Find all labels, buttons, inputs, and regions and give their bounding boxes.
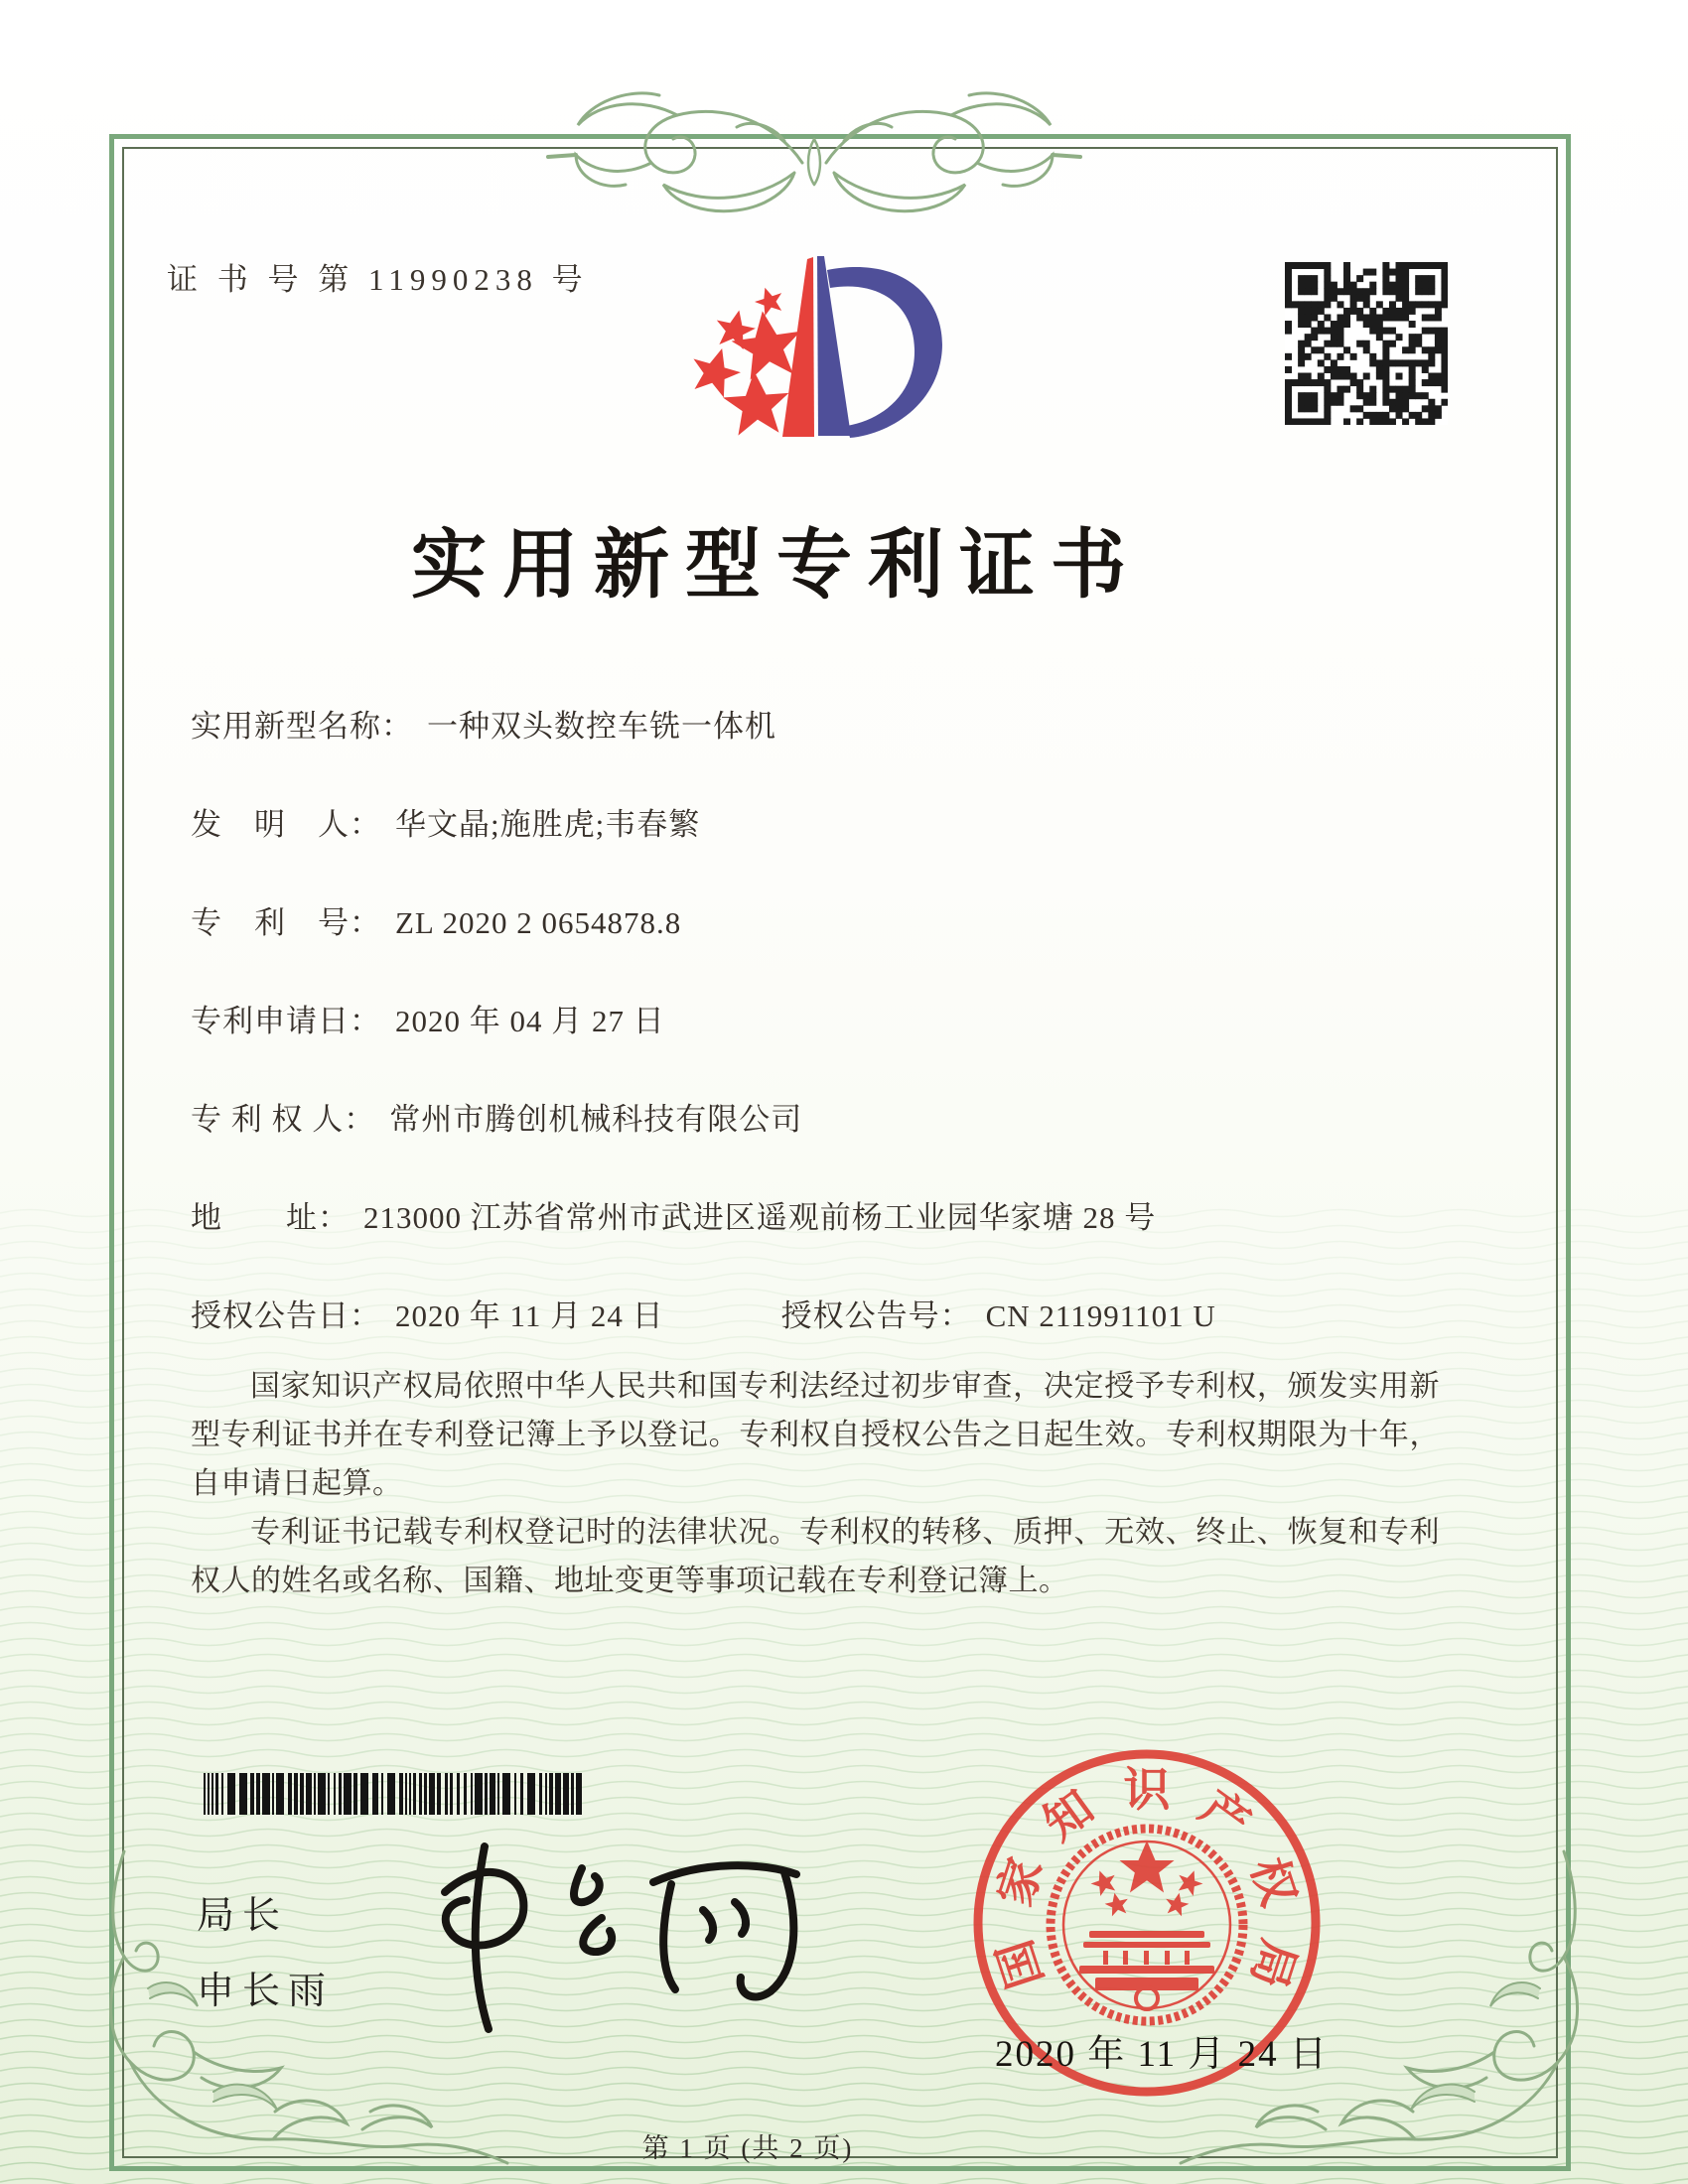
top-flourish-ornament (536, 81, 1092, 240)
field-label: 实用新型名称： (191, 709, 413, 744)
cnipa-logo (647, 230, 965, 480)
certificate-number: 证 书 号 第 11990238 号 (167, 262, 589, 297)
svg-text:家: 家 (989, 1851, 1054, 1913)
field-row-patentee (191, 1094, 1481, 1137)
certificate-title: 实用新型专利证书 (411, 524, 1142, 608)
field-value: ZL 2020 2 0654878.8 (395, 905, 682, 940)
field-row-inventors (191, 799, 1481, 842)
signer-title: 局长 (197, 1895, 289, 1937)
seal-emblem (1051, 1829, 1243, 2021)
seal-date: 2020 年 11 月 24 日 (995, 2034, 1329, 2075)
field-list (191, 701, 1481, 1389)
body-paragraph: 国家知识产权局依照中华人民共和国专利法经过初步审查，决定授予专利权，颁发实用新型专利证书并在专利登记簿上予以登记。专利权自授权公告之日起生效。专利权期限为十年，自申请日起算。 (191, 1370, 1440, 1500)
field-label: 专利申请日： (191, 1004, 381, 1038)
field-value: 2020 年 04 月 27 日 (395, 1004, 665, 1038)
page-footer: 第 1 页 (共 2 页) (641, 2133, 854, 2163)
field-row-patent-no (191, 897, 1481, 940)
barcode (204, 1773, 587, 1815)
svg-text:权: 权 (1240, 1851, 1305, 1913)
field-value: CN 211991101 U (985, 1298, 1216, 1333)
field-row-grant-date (191, 1291, 1481, 1333)
svg-text:知: 知 (1035, 1781, 1104, 1851)
field-row-name (191, 701, 1481, 744)
field-value: 一种双头数控车铣一体机 (427, 709, 776, 744)
field-row-filing-date (191, 996, 1481, 1038)
qr-code (1285, 262, 1448, 425)
field-label: 专 利 号： (191, 905, 381, 940)
field-value: 常州市腾创机械科技有限公司 (389, 1102, 803, 1137)
svg-text:识: 识 (1123, 1765, 1171, 1817)
field-label: 授权公告日： (191, 1298, 381, 1333)
field-label: 专 利 权 人： (191, 1102, 376, 1137)
svg-text:局: 局 (1240, 1933, 1305, 1994)
field-row-address (191, 1192, 1481, 1235)
field-label: 发 明 人： (191, 807, 381, 842)
field-value: 213000 江苏省常州市武进区遥观前杨工业园华家塘 28 号 (363, 1200, 1157, 1235)
field-value: 华文晶;施胜虎;韦春繁 (395, 807, 701, 842)
body-paragraph: 专利证书记载专利权登记时的法律状况。专利权的转移、质押、无效、终止、恢复和专利权人的姓名或名称、国籍、地址变更等事项记载在专利登记簿上。 (191, 1516, 1440, 1597)
legal-text (191, 1362, 1440, 1605)
svg-text:产: 产 (1190, 1781, 1259, 1851)
field-label: 授权公告号： (780, 1298, 972, 1333)
svg-text:国: 国 (989, 1933, 1054, 1994)
field-pair-grant-number (781, 1291, 1216, 1335)
signature-handwriting (405, 1839, 802, 2037)
field-label: 地 址： (191, 1200, 350, 1235)
field-value: 2020 年 11 月 24 日 (395, 1298, 664, 1333)
signer-name: 申长雨 (197, 1971, 335, 2012)
